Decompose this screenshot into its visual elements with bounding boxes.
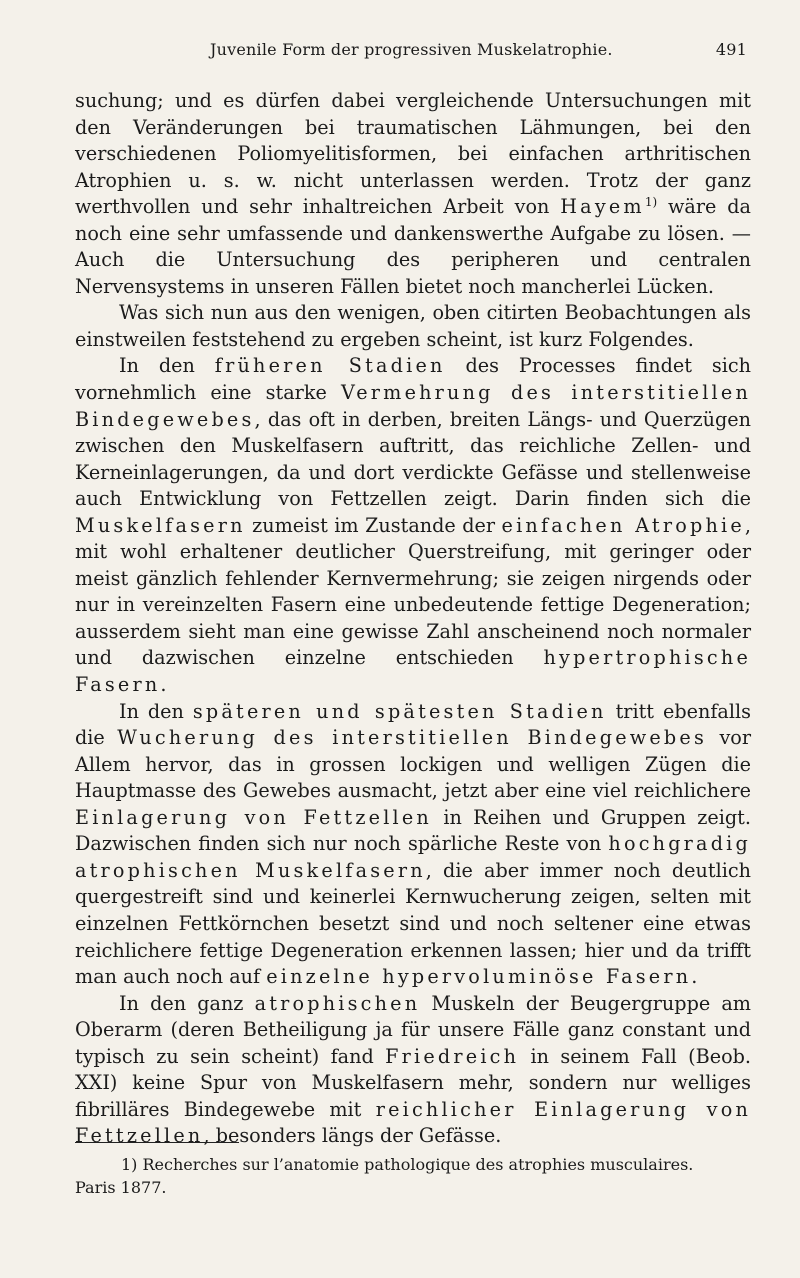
author-name-friedreich: Friedreich — [385, 1044, 520, 1068]
text-run: des Processes findet sich vornehmlich eine starke — [75, 354, 751, 405]
emphasis: Muskelfasern — [75, 513, 246, 537]
footnote-line-2: Paris 1877. — [75, 1178, 167, 1197]
paragraph-1 — [75, 88, 751, 300]
running-title: Juvenile Form der progressiven Muskelatrophie. — [210, 40, 613, 59]
text-run: in seinem Fall (Beob. XXI) keine Spur von Muskelfasern mehr, sondern nur welliges fibrilläres Bindegewebe mit — [75, 1044, 752, 1121]
body-text — [75, 88, 751, 1150]
text-run: , das oft in derben, breiten Längs- und Querzügen zwischen den Muskelfasern auftritt, das reichliche Zellen- und Kerneinlagerungen, da und dort verdickte Gefässe und stellenweise auch Entwicklung von Fettzellen zeigt. Darin finden sich die — [75, 407, 751, 511]
text-run: zumeist im Zustande der — [245, 513, 502, 537]
emphasis: früheren Stadien — [214, 354, 446, 378]
emphasis: einzelne hypervoluminöse Fasern — [266, 965, 692, 989]
emphasis: Vermehrung des interstitiellen Bindegewebes — [75, 381, 752, 431]
emphasis: späteren und spätesten Stadien — [192, 699, 607, 723]
text-run: In den — [119, 699, 193, 723]
text-run: In den ganz — [119, 991, 255, 1015]
emphasis: atrophischen — [254, 991, 421, 1015]
emphasis: Wucherung des interstitiellen Bindegewebes — [117, 726, 708, 750]
emphasis: reichlicher Einlagerung von Fettzellen — [75, 1097, 752, 1148]
text-run: tritt ebenfalls die — [75, 699, 751, 750]
emphasis: einfachen Atrophie — [501, 513, 745, 537]
footnote-reference: 1) — [644, 195, 658, 210]
footnote-divider — [75, 1142, 239, 1143]
page-number: 491 — [715, 40, 747, 59]
text-run: in Reihen und Gruppen zeigt. Dazwischen finden sich nur noch spärliche Reste von — [75, 805, 751, 856]
paragraph-3 — [75, 353, 751, 698]
text-run: . — [160, 673, 167, 697]
text-run: Muskeln der Beugergruppe am Oberarm (deren Betheiligung ja für unsere Fälle ganz constant und typisch zu sein scheint) fand — [75, 991, 751, 1068]
text-run: wäre da noch eine sehr umfassende und dankenswerthe Aufgabe zu lösen. — Auch die Untersuchung des peripheren und centralen Nervensystems in unseren Fällen bietet noch mancherlei Lücken. — [75, 195, 751, 298]
paragraph-4 — [75, 699, 751, 991]
text-run: , die aber immer noch deutlich quergestreift sind und keinerlei Kernwucherung zeigen, selten mit einzelnen Fettkörnchen besetzt sind und noch seltener eine etwas reichlichere fettige Degeneration erkennen lassen; hier und da trifft man auch noch auf — [75, 858, 751, 989]
emphasis: Einlagerung von Fettzellen — [75, 805, 432, 829]
paragraph-2: Was sich nun aus den wenigen, oben citirten Beobachtungen als einstweilen feststehend zu ergeben scheint, ist kurz Folgendes. — [75, 301, 751, 351]
text-run: In den — [119, 354, 215, 378]
footnote-line-1: 1) Recherches sur l’anatomie pathologique des atrophies musculaires. — [121, 1155, 694, 1174]
text-run: , besonders längs der Gefässe. — [203, 1124, 502, 1148]
emphasis: hypertrophische Fasern — [75, 646, 751, 697]
text-run: suchung; und es dürfen dabei vergleichende Untersuchungen mit den Veränderungen bei traumatischen Lähmungen, bei den verschiedenen Poliomyelitisformen, bei einfachen arthritischen Atrophien u. s. w. nicht unterlassen werden. Trotz der ganz werthvollen und sehr inhaltreichen Arbeit von — [75, 89, 751, 219]
footnote — [75, 1153, 751, 1199]
emphasis: hochgradig atrophischen Muskelfasern — [75, 832, 751, 882]
text-run: , mit wohl erhaltener deutlicher Querstreifung, mit geringer oder meist gänzlich fehlender Kernvermehrung; sie zeigen nirgends oder nur in vereinzelten Fasern eine unbedeutende fettige Degeneration; ausserdem sieht man eine gewisse Zahl anscheinend noch normaler und dazwischen einzelne entschieden — [75, 513, 751, 670]
author-name-hayem: Hayem — [560, 195, 645, 219]
text-run: . — [691, 965, 698, 989]
paragraph-5 — [75, 991, 751, 1150]
text-run: vor Allem hervor, das in grossen lockigen und welligen Zügen die Hauptmasse des Gewebes ausmacht, jetzt aber eine viel reichlichere — [75, 726, 752, 803]
